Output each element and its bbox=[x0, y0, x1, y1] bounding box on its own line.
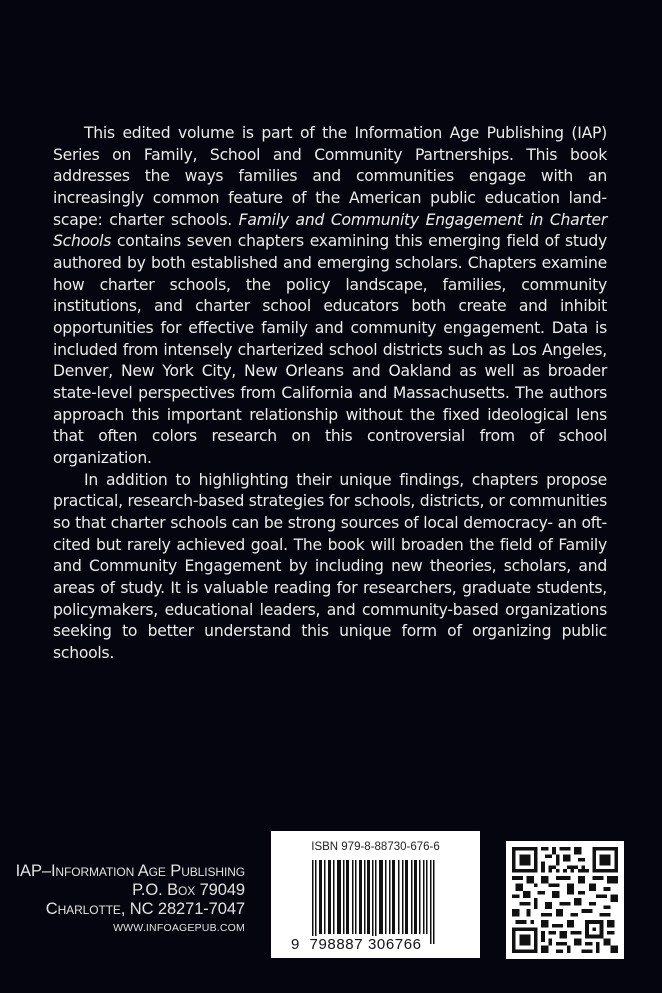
publisher-po-box: P.O. Box 79049 bbox=[132, 881, 245, 899]
qr-code bbox=[506, 841, 624, 959]
blurb-paragraph-1 bbox=[53, 123, 607, 470]
blurb-text: contains seven chapters examining this emerging field of study authored by both established and emerging scholars. Chapters examine how charter schools, the policy landscape, families, community institutions, and charter school educators both create and inhibit opportunities for effective family and community engagement. Data is included from intensely charterized school districts such as Los Angeles, Denver, New York City, New Orleans and Oakland as well as broader state-level perspectives from California and Massachusetts. The authors approach this important relationship without the fixed ideological lens that often colors research on this controversial from of school organization. bbox=[53, 232, 607, 468]
publisher-name: IAP–Information Age Publishing bbox=[15, 862, 245, 880]
qr-code-icon bbox=[512, 847, 618, 953]
barcode-right-digits: 306766 bbox=[367, 936, 422, 953]
publisher-city: Charlotte, NC 28271-7047 bbox=[45, 900, 245, 918]
isbn-barcode bbox=[271, 831, 480, 958]
cover-blurb bbox=[53, 123, 607, 665]
barcode-digits bbox=[291, 936, 422, 953]
barcode-lead-digit: 9 bbox=[291, 936, 300, 953]
blurb-text: This edited volume is part of the Information Age Publishing (IAP) Series on Family, School and Community Partnerships. This book addresses the ways families and communities engage with an increasingly common feature of the American public education landscape: charter schools. bbox=[53, 124, 607, 229]
barcode-bars-icon bbox=[312, 860, 435, 944]
barcode-left-digits: 798887 bbox=[309, 936, 364, 953]
isbn-label: ISBN 979-8-88730-676-6 bbox=[311, 841, 440, 853]
book-title-italic: Family and Community Engagement in Charter Schools bbox=[53, 210, 607, 251]
blurb-paragraph-2: In addition to highlighting their unique findings, chapters propose practical, research-based strategies for schools, districts, or communities so that charter schools can be strong sources of local democracy- an oft-cited but rarely achieved goal. The book will broaden the field of Family and Community Engagement by including new theories, scholars, and areas of study. It is valuable reading for researchers, graduate students, policymakers, educational leaders, and community-based organizations seeking to better understand this unique form of organizing public schools. bbox=[53, 470, 607, 663]
publisher-website: WWW.INFOAGEPUB.COM bbox=[113, 922, 245, 934]
publisher-info bbox=[16, 862, 245, 936]
